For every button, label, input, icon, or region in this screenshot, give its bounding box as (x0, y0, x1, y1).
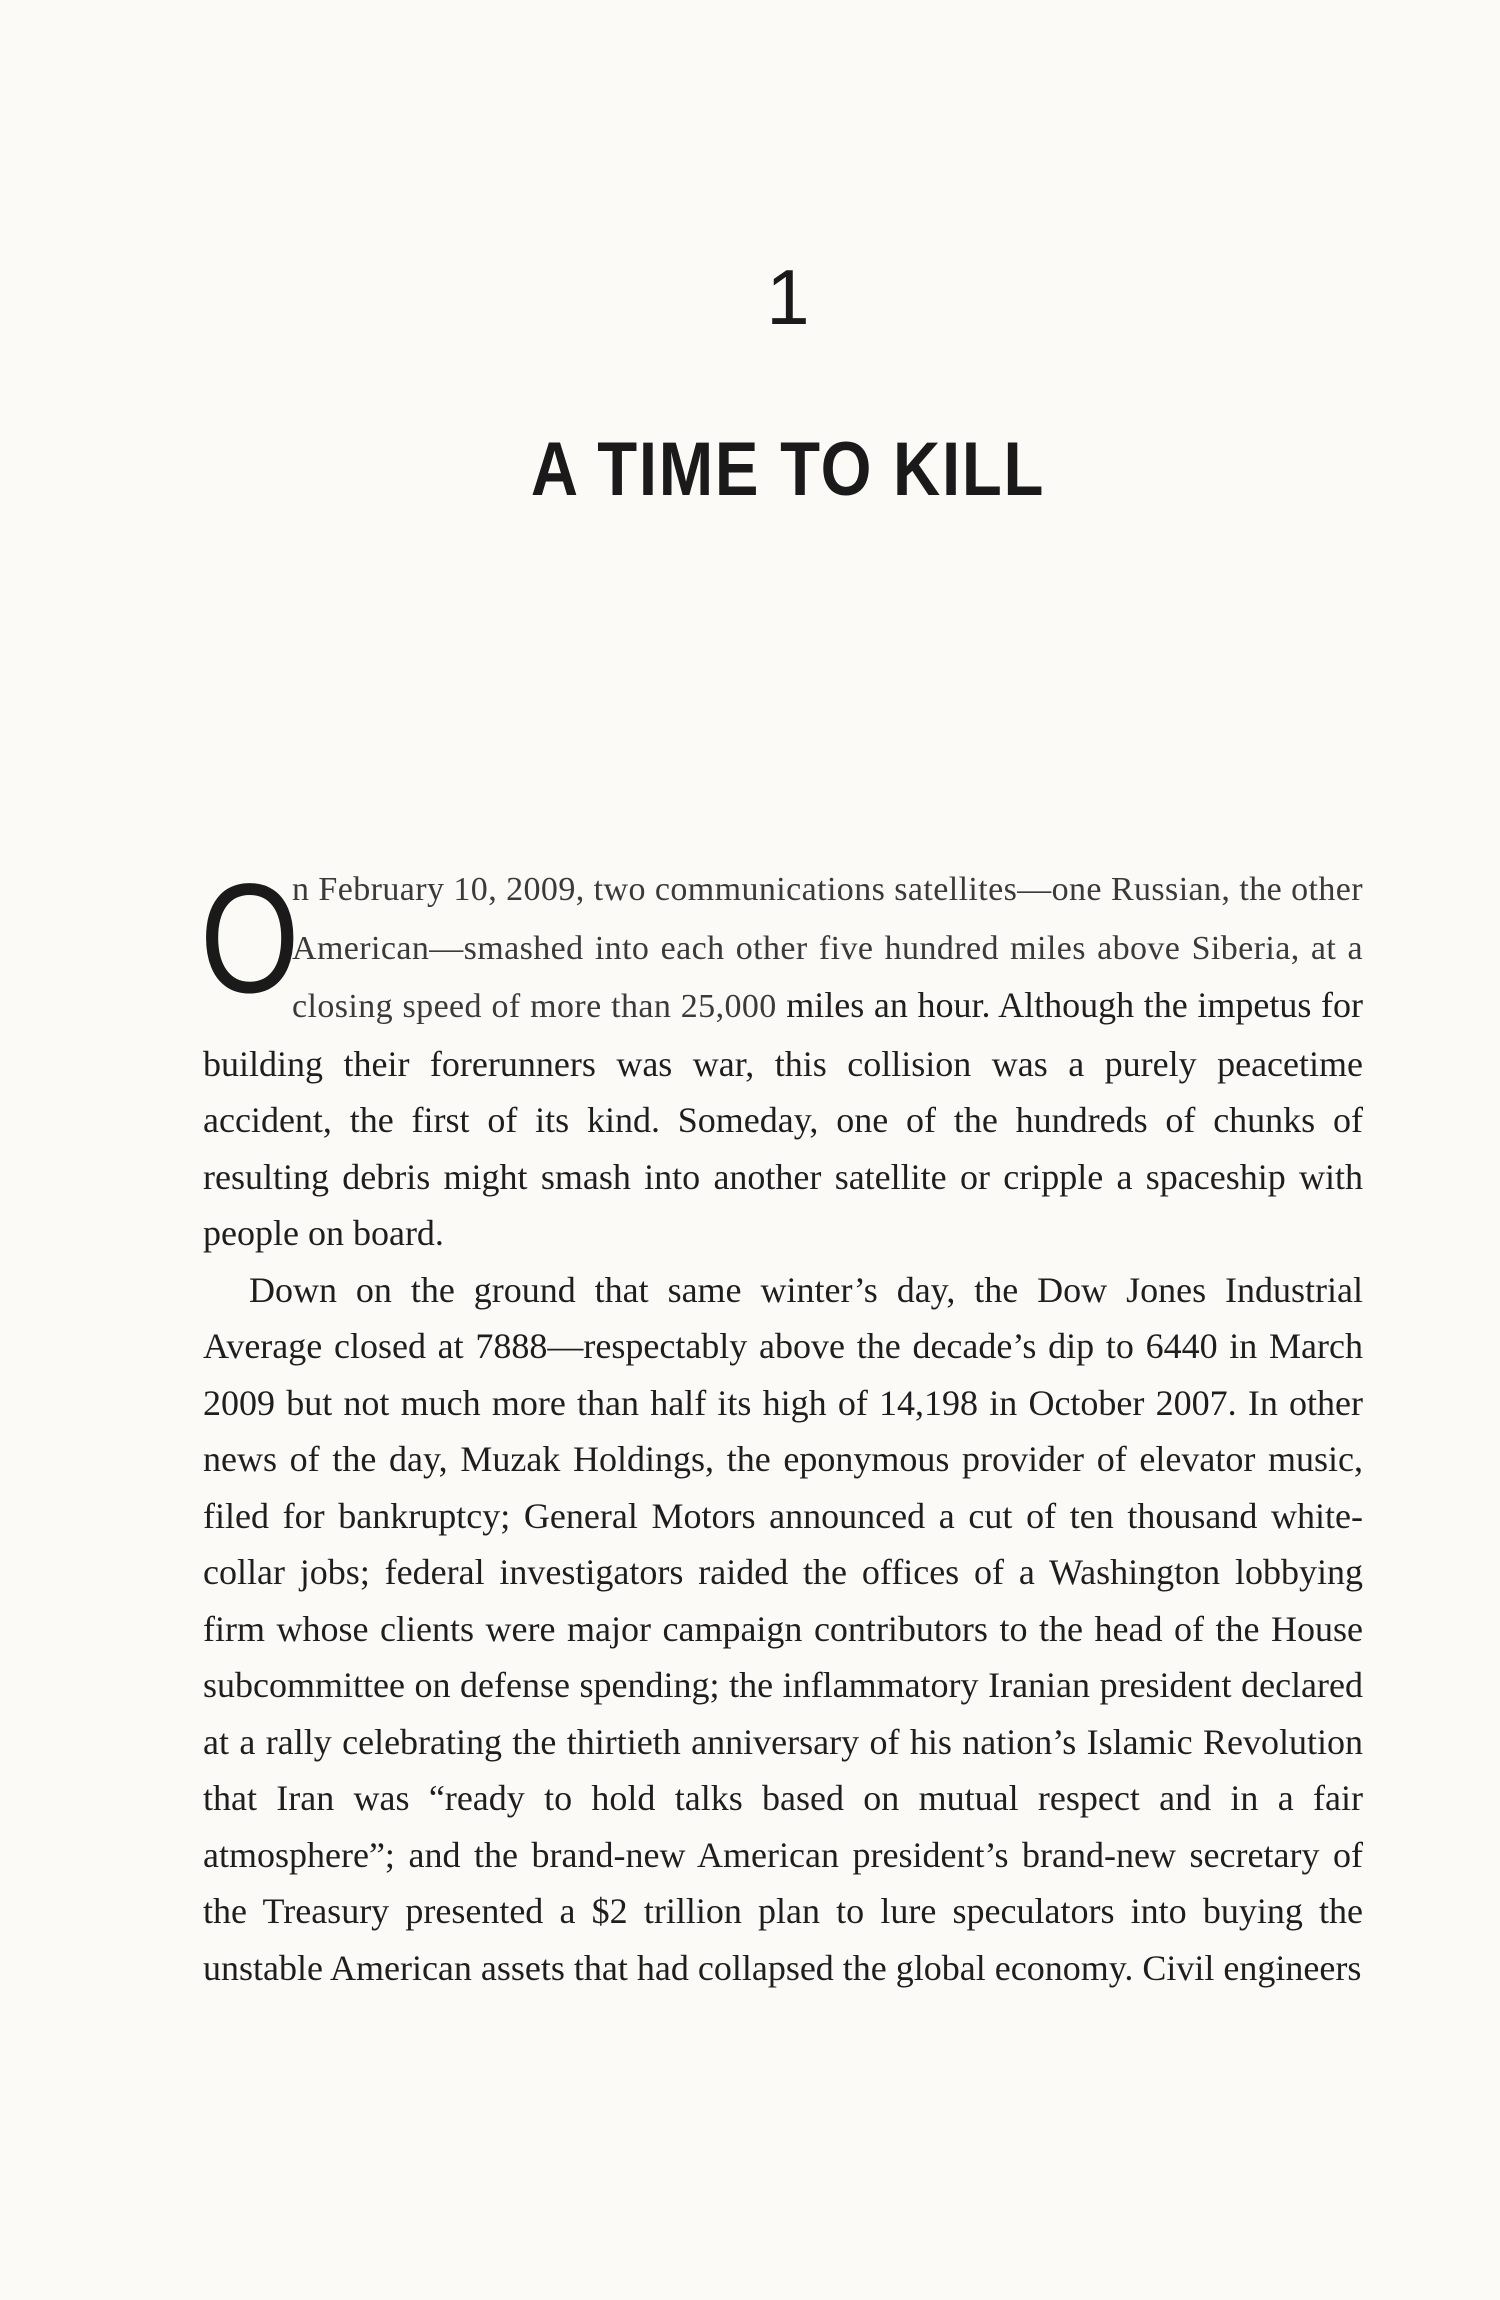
paragraph-1-rest: miles an hour. Although the impetus for building their forerunners was war, this collision was a purely peacetime accident, the first of its kind. Someday, one of the hundreds of chunks of resulting debris might smash into another satellite or cripple a spaceship with people on board. (203, 985, 1363, 1253)
chapter-number: 1 (766, 253, 810, 341)
paragraph-1 (200, 852, 1363, 1262)
paragraph-2: Down on the ground that same winter’s day, the Dow Jones Industrial Average closed at 7888—respectably above the decade’s dip to 6440 in March 2009 but not much more than half its high of 14,198 in October 2007. In other news of the day, Muzak Holdings, the eponymous provider of elevator music, filed for bankruptcy; General Motors announced a cut of ten thousand white-collar jobs; federal investigators raided the offices of a Washington lobbying firm whose clients were major campaign contributors to the head of the House subcommittee on defense spending; the inflammatory Iranian president declared at a rally celebrating the thirtieth anniversary of his nation’s Islamic Revolution that Iran was “ready to hold talks based on mutual respect and in a fair atmosphere”; and the brand-new American president’s brand-new secretary of the Treasury presented a $2 trillion plan to lure speculators into buying the unstable American assets that had collapsed the global economy. Civil engineers (203, 1269, 1363, 1988)
drop-cap: O (200, 852, 300, 1026)
paragraph-1-lead: n February 10, 2009, two communications satellites—one Russian, the other American—smashed into each other five hundred miles above Siberia, at a closing speed of more than 25,000 (292, 871, 1363, 1025)
chapter-body (200, 852, 1363, 1996)
chapter-title: A TIME TO KILL (530, 427, 1046, 512)
